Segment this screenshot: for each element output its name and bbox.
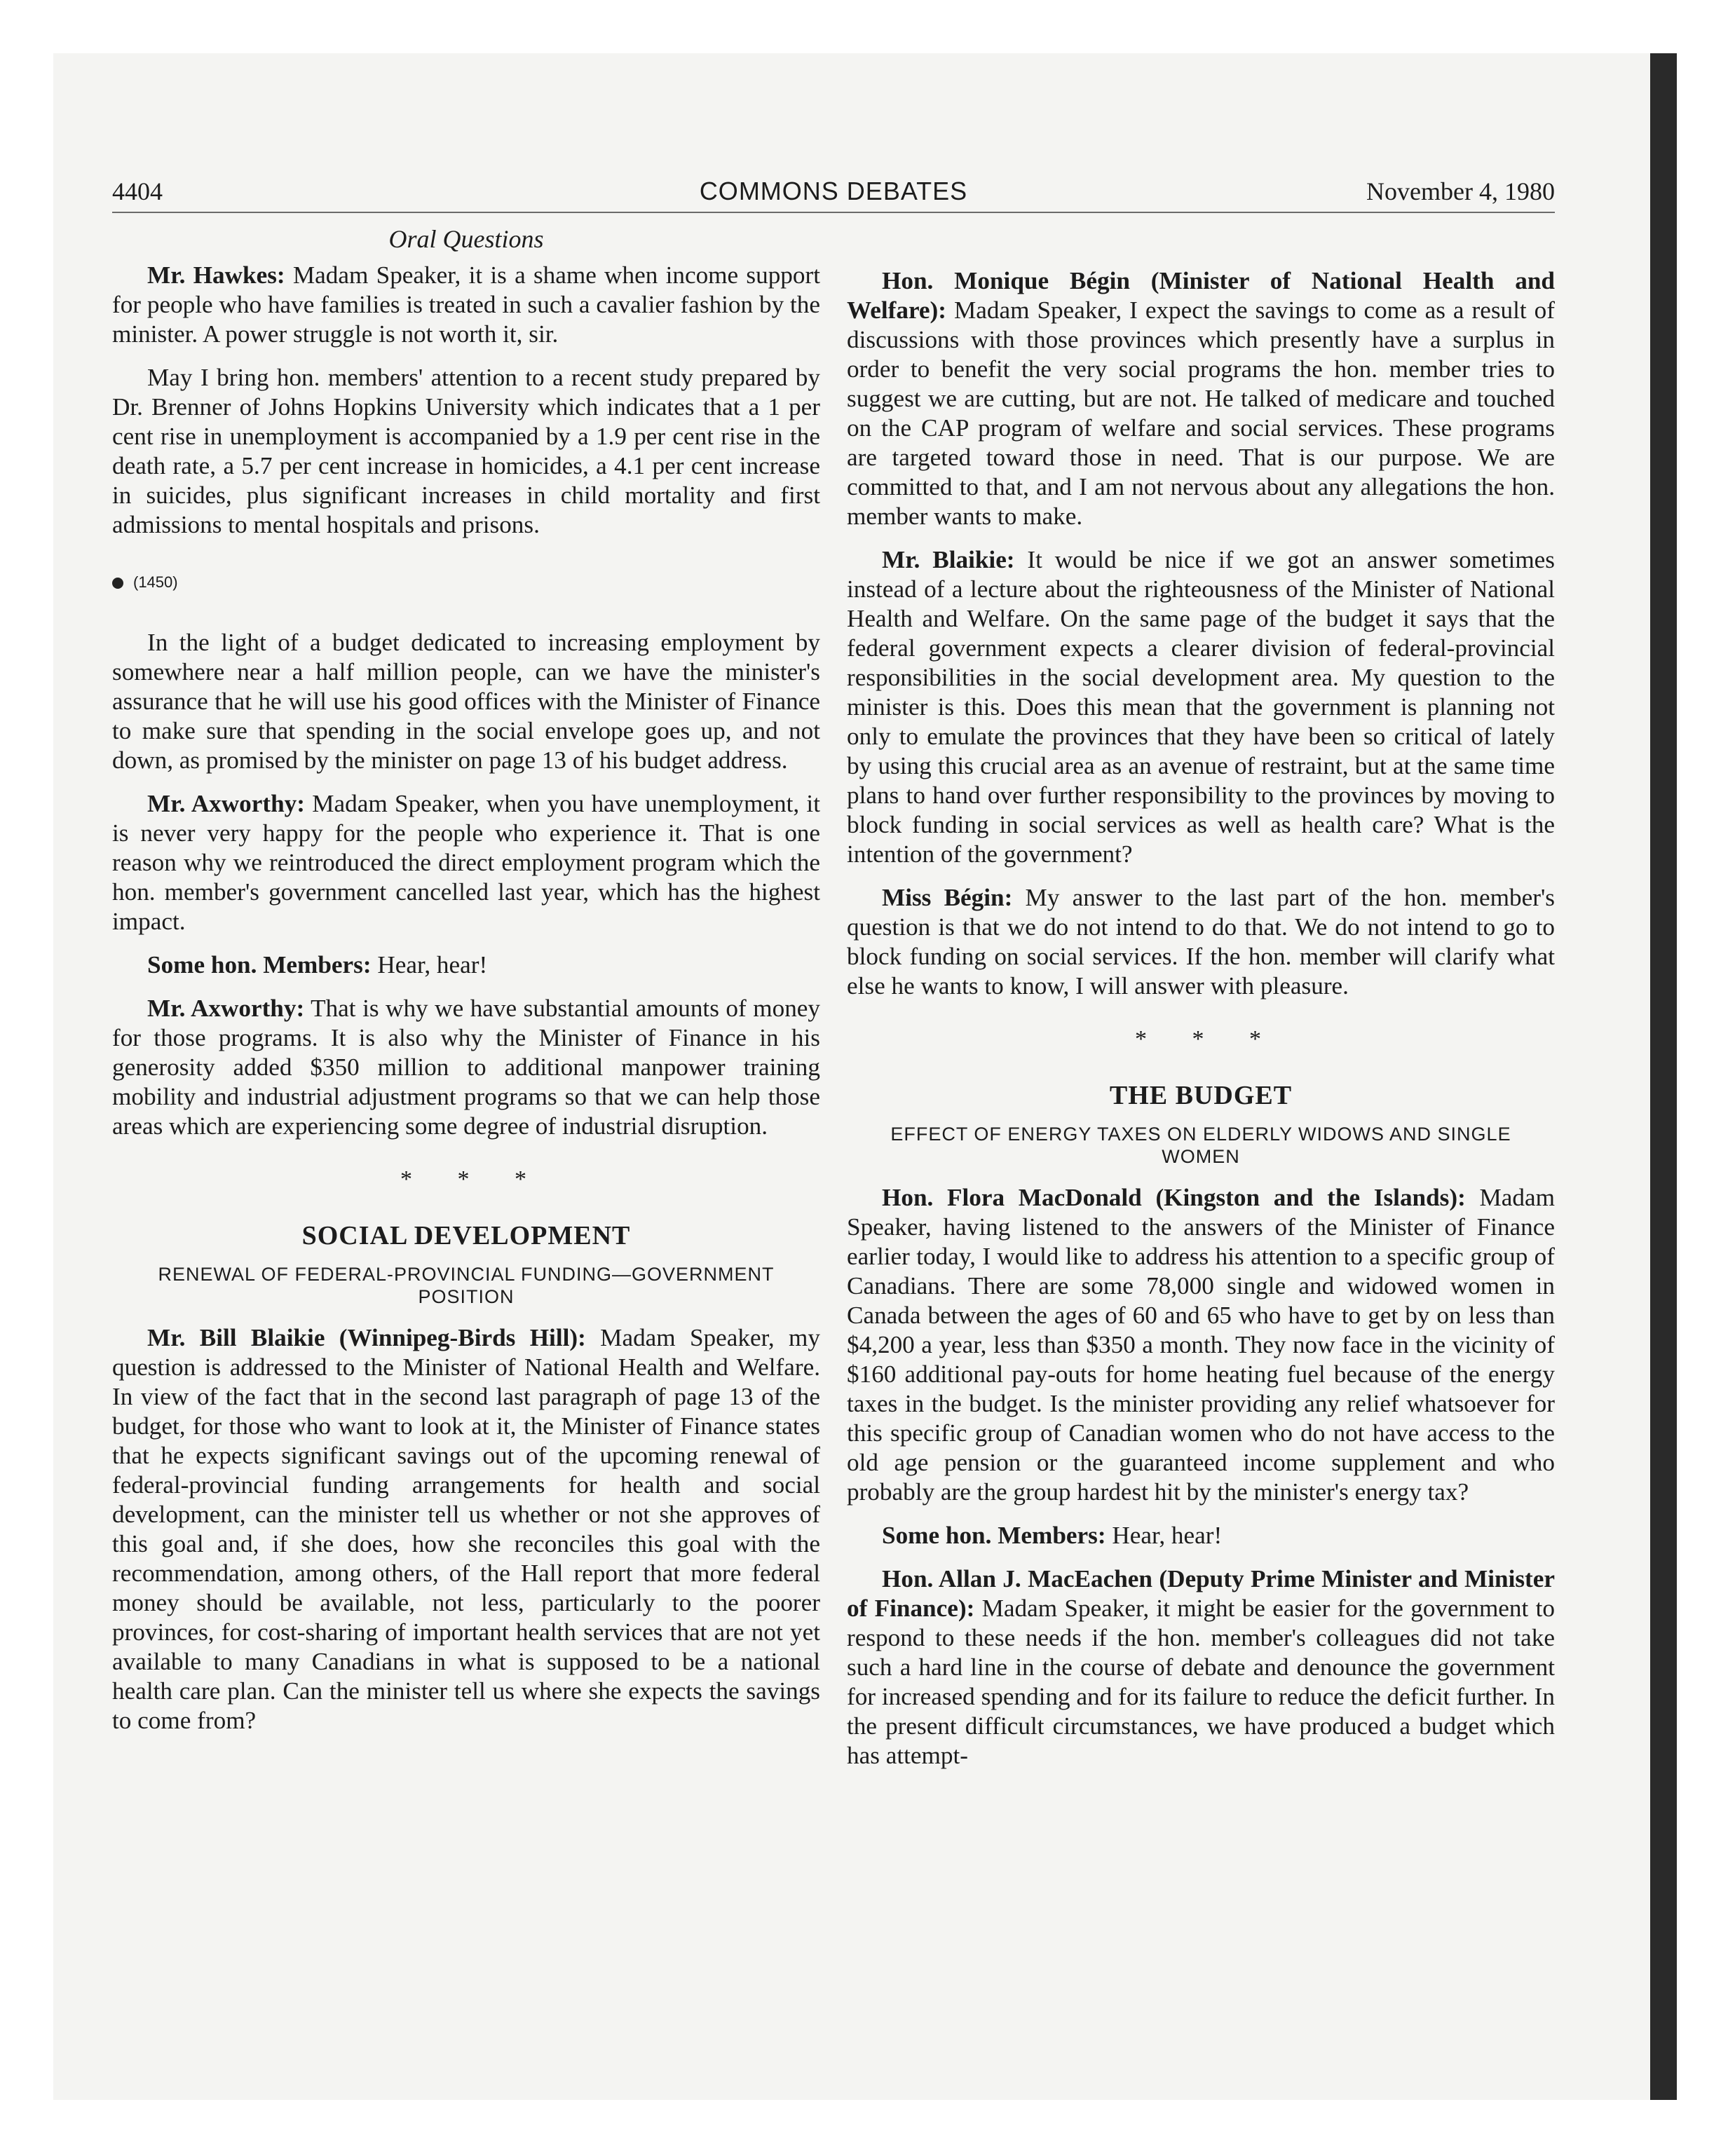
paragraph-text: Hear, hear! xyxy=(371,951,488,978)
section-label: Oral Questions xyxy=(388,225,544,253)
speaker-name: Miss Bégin: xyxy=(882,884,1013,911)
paragraph xyxy=(847,1521,1555,1550)
right-column xyxy=(847,266,1555,1785)
paragraph: In the light of a budget dedicated to increasing employment by somewhere near a half million people, can we have the minister's assurance that he will use his good offices with the Minister of Finance to make sure that spending in the social envelope goes up, and not down, as promised by the minister on page 13 of his budget address. xyxy=(112,629,820,774)
paragraph-text: My answer to the last part of the hon. member's question is that we do not intend to do that. We do not intend to go to block funding on social services. If the hon. member will clarify what else he wants to know, I will answer with pleasure. xyxy=(847,884,1555,999)
paragraph xyxy=(112,261,820,349)
paragraph xyxy=(847,266,1555,531)
section-subheading: RENEWAL OF FEDERAL-PROVINCIAL FUNDING—GOVERNMENT POSITION xyxy=(158,1264,775,1307)
paragraph-text: Madam Speaker, I expect the savings to come as a result of discussions with those provinces which presently have a surplus in order to benefit the very social programs the hon. member tries to suggest we are cutting, but are not. He talked of medicare and touched on the CAP program of welfare and social services. These programs are targeted toward those in need. That is our purpose. We are committed to that, and I am not nervous about any allegations the hon. member wants to make. xyxy=(847,296,1555,530)
section-subheading: EFFECT OF ENERGY TAXES ON ELDERLY WIDOWS AND SINGLE WOMEN xyxy=(890,1124,1511,1167)
speaker-name: Hon. Flora MacDonald (Kingston and the Islands): xyxy=(882,1184,1466,1211)
section-heading: SOCIAL DEVELOPMENT xyxy=(301,1221,631,1250)
paragraph-text: Madam Speaker, it is a shame when income support for people who have families is treated in such a cavalier fashion by the minister. A power struggle is not worth it, sir. xyxy=(112,261,820,348)
speaker-name: Mr. Blaikie: xyxy=(882,546,1015,573)
paragraph-text: Madam Speaker, it might be easier for the government to respond to these needs if the hon. member's colleagues did not take such a hard line in the course of debate and denounce the government for increased spending and for its failure to reduce the deficit further. In the present difficult circumstances, we have produced a budget which has attempt- xyxy=(847,1595,1555,1769)
speaker-name: Hon. Monique Bégin (Minister of National Health and Welfare): xyxy=(847,267,1555,324)
speaker-name: Mr. Hawkes: xyxy=(147,261,285,289)
paragraph xyxy=(847,545,1555,869)
bullet-icon xyxy=(112,578,123,589)
running-title: COMMONS DEBATES xyxy=(699,177,968,205)
paragraph-text: Hear, hear! xyxy=(1105,1522,1223,1549)
paragraph-text: Madam Speaker, my question is addressed to the Minister of National Health and Welfare. In view of the fact that in the second last paragraph of page 13 of the budget, for those who want to look at it, the Minister of Finance states that he expects significant savings out of the upcoming renewal of federal-provincial funding arrangements for health and social development, can the minister tell us whether or not she approves of this goal and, if she does, how she reconciles this goal with the recommendation, among others, of the Hall report that more federal money should be available, not less, particularly to the poorer provinces, for cost-sharing of important health services that are not yet available to many Canadians in what is supposed to be a national health care plan. Can the minister tell us where she expects the savings to come from? xyxy=(112,1324,820,1734)
time-marker xyxy=(112,568,820,597)
paragraph xyxy=(112,1323,820,1735)
speaker-name: Mr. Axworthy: xyxy=(147,995,305,1022)
speaker-name: Hon. Allan J. MacEachen (Deputy Prime Minister and Minister of Finance): xyxy=(847,1565,1555,1622)
paragraph xyxy=(112,994,820,1141)
speaker-name: Mr. Bill Blaikie (Winnipeg-Birds Hill): xyxy=(147,1324,586,1351)
paragraph-text: It would be nice if we got an answer sometimes instead of a lecture about the righteousness of the Minister of National Health and Welfare. On the same page of the budget it says that the federal government expects a clearer division of federal-provincial responsibilities in the social development area. My question to the minister is this. Does this mean that the government is planning not only to emulate the provinces that they have been so critical of lately by using this crucial area as an avenue of restraint, but at the same time plans to hand over further responsibility to the provinces by moving to block funding in social services as well as health care? What is the intention of the government? xyxy=(847,546,1555,868)
paragraph xyxy=(112,950,820,980)
left-column xyxy=(112,224,820,1749)
header-date: November 4, 1980 xyxy=(1366,177,1555,205)
paragraph-text: Madam Speaker, when you have unemployment, it is never very happy for the people who experience it. That is one reason why we reintroduced the direct employment program which the hon. member's government cancelled last year, which has the highest impact. xyxy=(112,790,820,935)
paragraph xyxy=(847,883,1555,1001)
page-number: 4404 xyxy=(112,177,163,205)
section-separator: * * * xyxy=(1135,1026,1281,1052)
paragraph-text: Madam Speaker, having listened to the answers of the Minister of Finance earlier today, I would like to address his attention to a specific group of Canadians. There are some 78,000 single and widowed women in Canada between the ages of 60 and 65 who have to get by on less than $4,200 a year, less than $350 a month. They now face in the vicinity of $160 additional pay-outs for home heating fuel because of the energy taxes in the budget. Is the minister providing any relief whatsoever for this specific group of Canadian women who do not have access to the old age pension or the guaranteed income supplement and who probably are the group hardest hit by the minister's energy tax? xyxy=(847,1184,1555,1506)
speaker-name: Mr. Axworthy: xyxy=(147,790,305,817)
speaker-name: Some hon. Members: xyxy=(882,1522,1106,1549)
paragraph xyxy=(847,1183,1555,1507)
section-heading: THE BUDGET xyxy=(1109,1081,1293,1110)
page-header xyxy=(112,174,1555,213)
speaker-name: Some hon. Members: xyxy=(147,951,372,978)
paragraph xyxy=(847,1564,1555,1770)
paragraph-text: That is why we have substantial amounts of money for those programs. It is also why the Minister of Finance in his generosity added $350 million to additional manpower training mobility and industrial adjustment programs so that we can help those areas which are experiencing some degree of industrial disruption. xyxy=(112,995,820,1140)
section-separator: * * * xyxy=(400,1166,546,1192)
paragraph xyxy=(112,789,820,936)
paragraph: May I bring hon. members' attention to a recent study prepared by Dr. Brenner of Johns Hopkins University which indicates that a 1 per cent rise in unemployment is accompanied by a 1.9 per cent rise in the death rate, a 5.7 per cent increase in homicides, a 4.1 per cent increase in suicides, plus significant increases in child mortality and first admissions to mental hospitals and prisons. xyxy=(112,364,820,538)
scan-edge-shadow xyxy=(1650,53,1677,2100)
time-marker-text: (1450) xyxy=(133,573,178,591)
